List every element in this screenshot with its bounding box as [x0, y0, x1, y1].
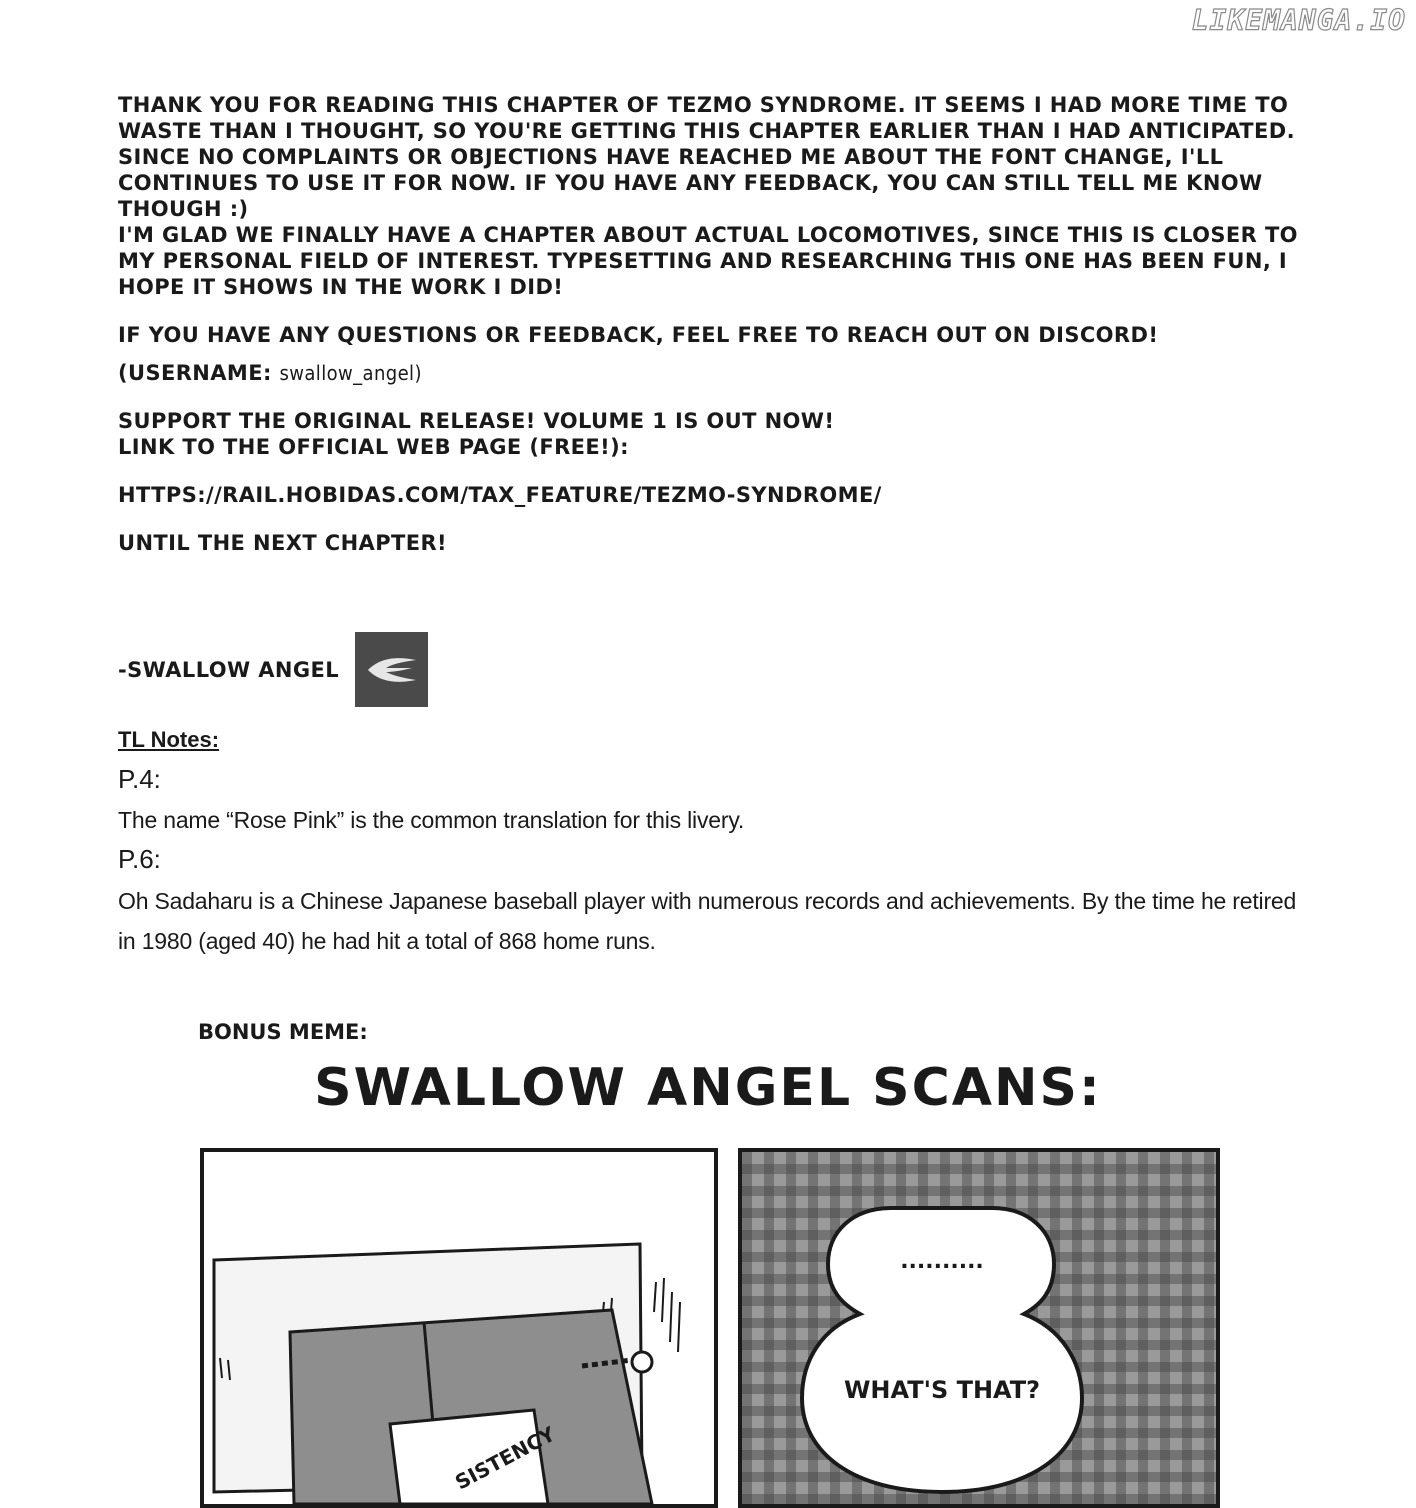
meme-title: SWALLOW ANGEL SCANS: [314, 1058, 1102, 1118]
note-paragraph-locomotives: I'M GLAD WE FINALLY HAVE A CHAPTER ABOUT ACTUAL LOCOMOTIVES, SINCE THIS IS CLOSER TO MY PERSONAL FIELD OF INTEREST. TYPESETTING AND RESEARCHING THIS ONE HAS BEEN FUN, I HOPE IT SHOWS IN THE WORK I DID! [118, 223, 1298, 299]
tl-note-text: Oh Sadaharu is a Chinese Japanese baseball player with numerous records and achievements. By the time he retired in 1980 (aged 40) he had hit a total of 868 home runs. [118, 888, 1297, 954]
bubble-text: What's that? [843, 1376, 1041, 1404]
tl-notes-heading: TL Notes: [118, 727, 220, 752]
translator-notes [118, 92, 1298, 556]
swallow-logo-icon [355, 632, 428, 707]
contact-line: IF YOU HAVE ANY QUESTIONS OR FEEDBACK, FEEL FREE TO REACH OUT ON DISCORD! [118, 323, 1159, 347]
book-illustration [204, 1152, 714, 1504]
note-paragraph-thanks: THANK YOU FOR READING THIS CHAPTER OF TEZMO SYNDROME. IT SEEMS I HAD MORE TIME TO WASTE THAN I THOUGHT, SO YOU'RE GETTING THIS CHAPTER EARLIER THAN I HAD ANTICIPATED. [118, 93, 1295, 143]
username-line [118, 360, 1298, 386]
username-prefix: (USERNAME: [118, 361, 272, 385]
closing-line: UNTIL THE NEXT CHAPTER! [118, 531, 448, 555]
meme-panel-right [738, 1148, 1220, 1508]
tl-note-text: The name “Rose Pink” is the common translation for this livery. [118, 807, 745, 833]
username-value: swallow_angel) [279, 361, 422, 385]
tl-page-ref: P.6: [118, 844, 161, 874]
tl-page-ref: P.4: [118, 764, 161, 794]
bonus-meme-label: BONUS MEME: [198, 1020, 368, 1044]
note-paragraph-font: SINCE NO COMPLAINTS OR OBJECTIONS HAVE REACHED ME ABOUT THE FONT CHANGE, I'LL CONTINUES TO USE IT FOR NOW. IF YOU HAVE ANY FEEDBACK, YOU CAN STILL TELL ME KNOW THOUGH :) [118, 145, 1263, 221]
support-line-2: LINK TO THE OFFICIAL WEB PAGE (FREE!): [118, 435, 629, 459]
left-panel-text: SISTENCY [451, 1421, 559, 1495]
support-line-1: SUPPORT THE ORIGINAL RELEASE! VOLUME 1 IS OUT NOW! [118, 409, 835, 433]
signature-row [118, 632, 428, 707]
bubble-dots: .......... [900, 1249, 984, 1274]
meme-panel-left [200, 1148, 718, 1508]
signature-text: -SWALLOW ANGEL [118, 657, 340, 682]
site-watermark: LIKEMANGA.IO [1191, 4, 1406, 37]
official-url-link[interactable]: HTTPS://RAIL.HOBIDAS.COM/TAX_FEATURE/TEZMO-SYNDROME/ [118, 483, 882, 507]
speech-bubble [742, 1152, 1216, 1504]
